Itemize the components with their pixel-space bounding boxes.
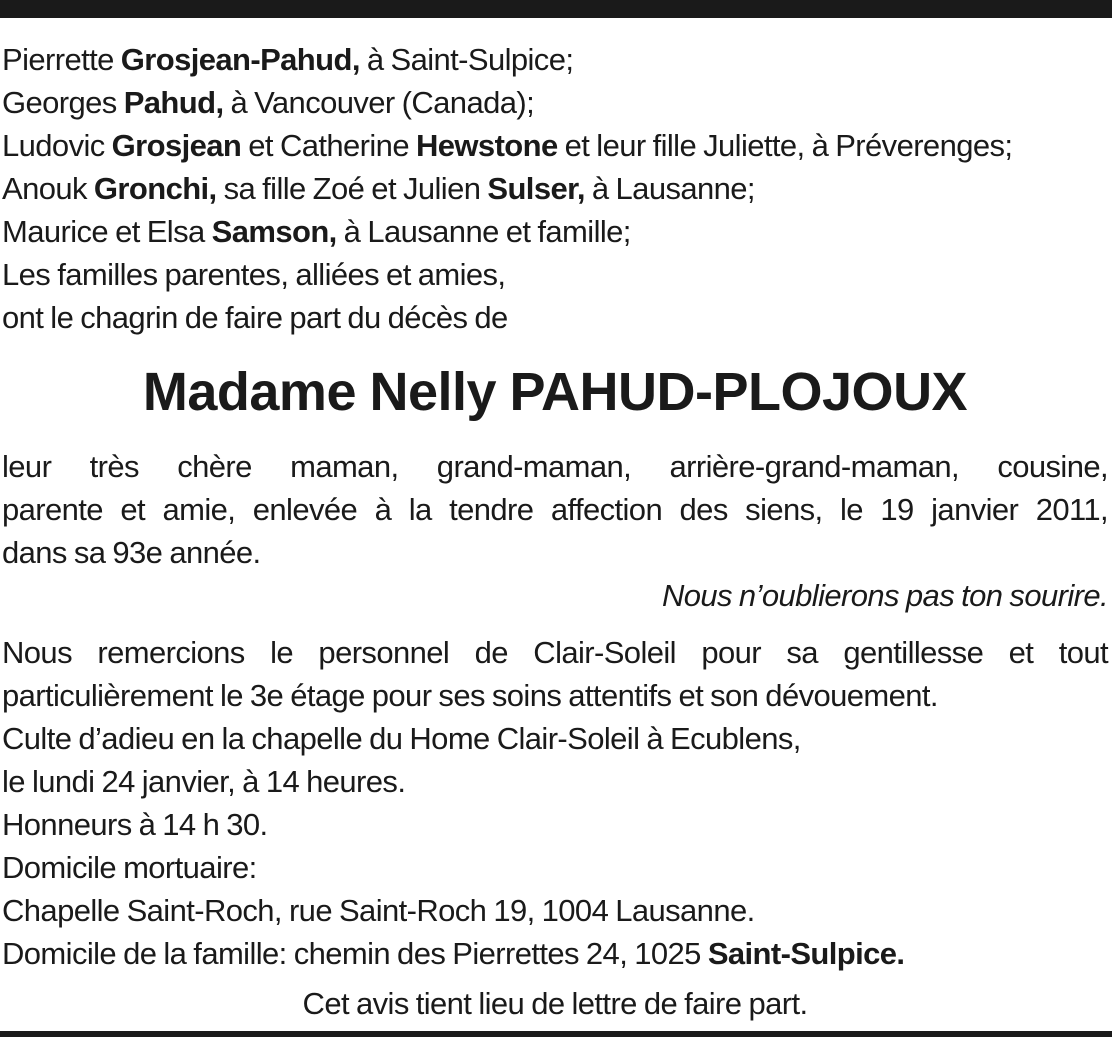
intro-line-1: Les familles parentes, alliées et amies, [2,257,506,292]
tribute-line-1: leur très chère maman, grand-maman, arrière-grand-maman, cousine, [2,449,1108,484]
location: et leur fille Juliette, à Préverenges; [557,128,1013,163]
family-line-2 [2,81,1108,124]
thanks-line-1: Nous remercions le personnel de Clair-Soleil pour sa gentillesse et tout [2,635,1108,670]
surname: Grosjean-Pahud, [120,42,360,77]
location: à Saint-Sulpice; [359,42,574,77]
quote: Nous n’oublierons pas ton sourire. [661,578,1108,613]
ceremony-place: Culte d’adieu en la chapelle du Home Clair-Soleil à Ecublens, [2,721,801,756]
family-line-4 [2,167,1108,210]
family-address-text: Domicile de la famille: chemin des Pierrettes 24, 1025 [2,936,708,971]
family-line-1 [2,38,1108,81]
surname: Samson, [211,214,337,249]
given-name: Maurice et Elsa [2,214,212,249]
location: à Lausanne; [584,171,755,206]
tribute-line-3: dans sa 93e année. [2,535,261,570]
given-name: Anouk [2,171,94,206]
thanks-line-2: particulièrement le 3e étage pour ses soins attentifs et son dévouement. [2,678,938,713]
location: à Lausanne et famille; [336,214,631,249]
connector: sa fille Zoé et Julien [216,171,488,206]
mortuary-address: Chapelle Saint-Roch, rue Saint-Roch 19, 1004 Lausanne. [2,893,755,928]
given-name: Pierrette [2,42,121,77]
tribute-line-2: parente et amie, enlevée à la tendre affection des siens, le 19 janvier 2011, [2,492,1108,527]
deceased-name: Madame Nelly PAHUD-PLOJOUX [142,362,968,422]
honours-time: Honneurs à 14 h 30. [2,807,268,842]
surname: Gronchi, [93,171,217,206]
surname: Grosjean [111,128,242,163]
obituary-notice [2,38,1108,1033]
given-name: Ludovic [2,128,112,163]
surname: Pahud, [123,85,224,120]
ceremony-date: le lundi 24 janvier, à 14 heures. [2,764,406,799]
family-address [2,932,1108,975]
footer-note: Cet avis tient lieu de lettre de faire part. [302,986,808,1021]
family-address-town: Saint-Sulpice. [707,936,905,971]
location: à Vancouver (Canada); [223,85,535,120]
given-name: Georges [2,85,124,120]
family-line-5 [2,210,1108,253]
intro-line-2: ont le chagrin de faire part du décès de [2,300,508,335]
surname-2: Hewstone [415,128,558,163]
bottom-rule [0,1031,1112,1037]
connector: et Catherine [241,128,416,163]
section-gap [2,617,1108,631]
family-line-3 [2,124,1108,167]
top-rule [0,0,1112,18]
mortuary-label: Domicile mortuaire: [2,850,257,885]
surname-2: Sulser, [487,171,585,206]
